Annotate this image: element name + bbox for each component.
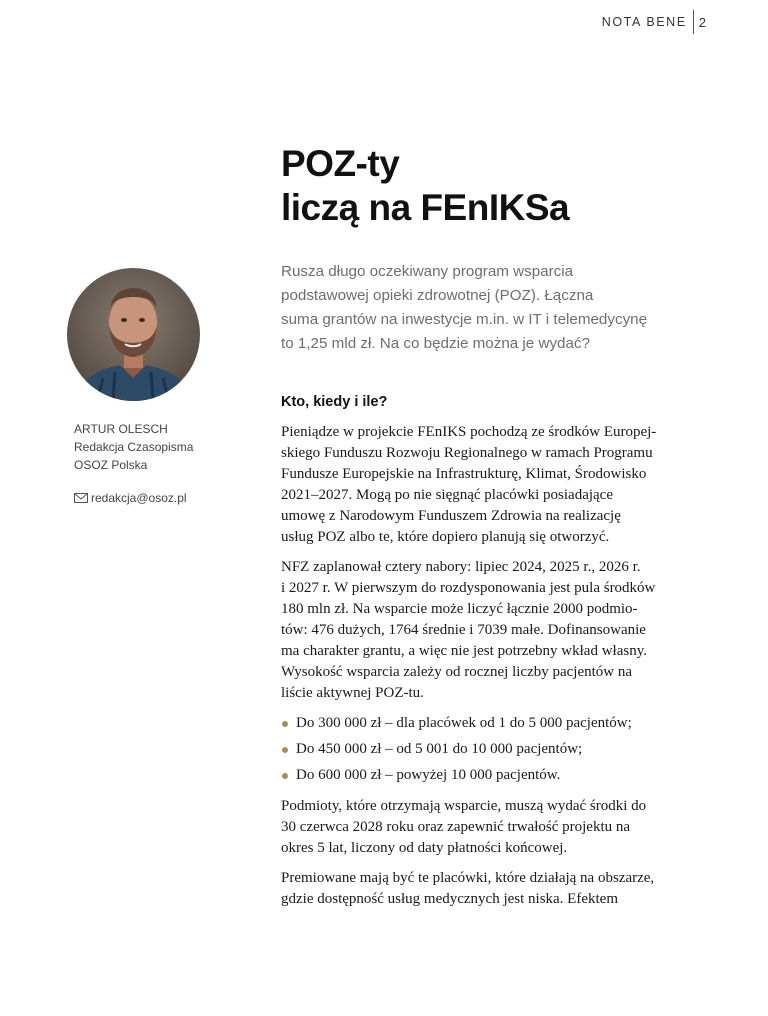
text-line: skiego Funduszu Rozwoju Regionalnego w ramach Programu bbox=[281, 445, 653, 461]
paragraph bbox=[281, 868, 701, 910]
author-info bbox=[74, 420, 193, 474]
text-line: Premiowane mają być te placówki, które działają na obszarze, bbox=[281, 870, 655, 886]
text-line: tów: 476 dużych, 1764 średnie i 7039 małe. Dofinansowanie bbox=[281, 622, 646, 638]
text-line: 30 czerwca 2028 roku oraz zapewnić trwałość projektu na bbox=[281, 819, 631, 835]
section-name: NOTA BENE bbox=[601, 15, 687, 29]
text-line: usług POZ albo te, które dopiero planują się otworzyć. bbox=[281, 529, 610, 545]
author-org: OSOZ Polska bbox=[74, 458, 148, 472]
text-line: 2021–2027. Mogą po nie sięgnąć placówki posiadające bbox=[281, 487, 613, 503]
author-name: ARTUR OLESCH bbox=[74, 422, 168, 436]
text-line: okres 5 lat, liczony od daty płatności końcowej. bbox=[281, 840, 568, 856]
author-photo bbox=[67, 268, 200, 401]
text-line: NFZ zaplanował cztery nabory: lipiec 2024, 2025 r., 2026 r. bbox=[281, 559, 641, 575]
article-body bbox=[281, 422, 701, 919]
article-lead bbox=[281, 260, 691, 356]
page-number: 2 bbox=[698, 14, 706, 30]
running-header bbox=[602, 10, 706, 34]
text-line: Podmioty, które otrzymają wsparcie, muszą wydać środki do bbox=[281, 798, 647, 814]
author-email[interactable] bbox=[74, 491, 187, 505]
email-link[interactable]: redakcja@osoz.pl bbox=[91, 491, 187, 505]
text-line: Fundusze Europejskie na Infrastrukturę, Klimat, Środowisko bbox=[281, 466, 647, 482]
lead-line: podstawowej opieki zdrowotnej (POZ). Łączna bbox=[281, 287, 594, 304]
envelope-icon bbox=[74, 493, 88, 503]
author-role: Redakcja Czasopisma bbox=[74, 440, 194, 454]
header-divider bbox=[693, 10, 694, 34]
text-line: 180 mln zł. Na wsparcie może liczyć łącznie 2000 podmio- bbox=[281, 601, 638, 617]
grant-amounts-list bbox=[281, 713, 701, 791]
text-line: umowę z Narodowym Funduszem Zdrowia na realizację bbox=[281, 508, 621, 524]
list-item: Do 600 000 zł – powyżej 10 000 pacjentów. bbox=[281, 765, 701, 791]
paragraph bbox=[281, 557, 701, 704]
lead-line: Rusza długo oczekiwany program wsparcia bbox=[281, 263, 574, 280]
text-line: Pieniądze w projekcie FEnIKS pochodzą ze środków Europej- bbox=[281, 424, 657, 440]
list-item: Do 450 000 zł – od 5 001 do 10 000 pacjentów; bbox=[281, 739, 701, 765]
text-line: gdzie dostępność usług medycznych jest niska. Efektem bbox=[281, 891, 618, 907]
paragraph bbox=[281, 422, 701, 548]
text-line: Wysokość wsparcia zależy od rocznej liczby pacjentów na bbox=[281, 664, 633, 680]
paragraph bbox=[281, 796, 701, 859]
section-heading: Kto, kiedy i ile? bbox=[281, 394, 388, 410]
article-title bbox=[281, 142, 569, 230]
lead-line: suma grantów na inwestycje m.in. w IT i telemedycynę bbox=[281, 311, 648, 328]
title-line: POZ-ty bbox=[281, 143, 400, 184]
author-portrait-image bbox=[67, 268, 200, 401]
text-line: ma charakter grantu, a więc nie jest potrzebny wkład własny. bbox=[281, 643, 647, 659]
text-line: liście aktywnej POZ-tu. bbox=[281, 685, 424, 701]
lead-line: to 1,25 mld zł. Na co będzie można je wydać? bbox=[281, 335, 590, 352]
title-line: liczą na FEnIKSa bbox=[281, 187, 570, 228]
list-item: Do 300 000 zł – dla placówek od 1 do 5 000 pacjentów; bbox=[281, 713, 701, 739]
text-line: i 2027 r. W pierwszym do rozdysponowania jest pula środków bbox=[281, 580, 656, 596]
